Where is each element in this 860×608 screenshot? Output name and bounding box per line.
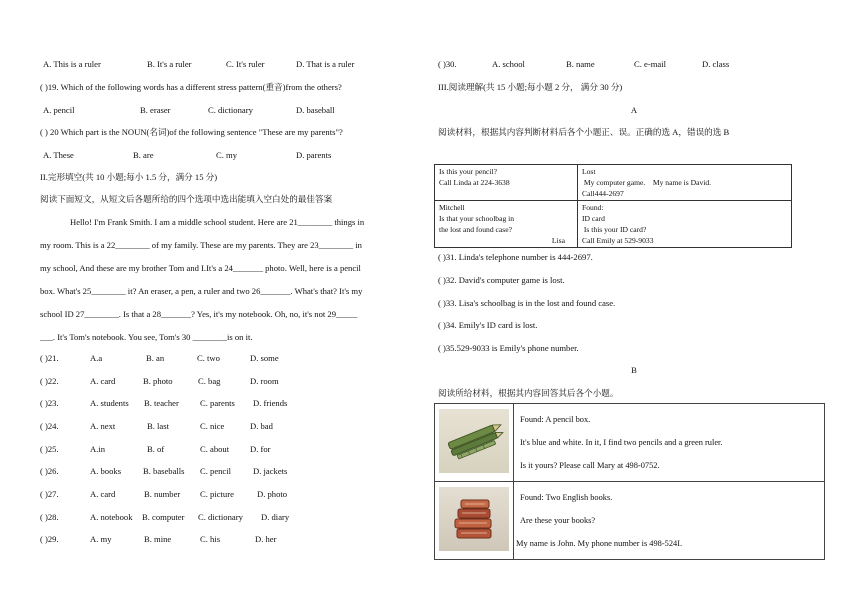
found-pencil-box-line-2: It's blue and white. In it, I find two pencils and a green ruler.	[520, 438, 723, 447]
cloze-q22-option-b[interactable]: B. photo	[143, 376, 173, 386]
cloze-q29-option-c[interactable]: C. his	[200, 534, 221, 544]
cloze-q21-option-d[interactable]: D. some	[250, 353, 279, 363]
notice-lisa	[435, 201, 578, 248]
q20-stem: ( ) 20 Which part is the NOUN(名词)of the following sentence "These are my parents"?	[40, 127, 343, 137]
cloze-q28-option-d[interactable]: D. diary	[261, 512, 290, 522]
notice-board	[434, 164, 792, 248]
cloze-q25-number[interactable]: ( )25.	[40, 444, 59, 454]
cloze-q27-option-a[interactable]: A. card	[90, 489, 116, 499]
judge-q33[interactable]: ( )33. Lisa's schoolbag is in the lost and found case.	[438, 298, 616, 308]
notice-lisa-signature: Lisa	[551, 236, 565, 245]
q18-option-c[interactable]: C. It's ruler	[226, 59, 265, 69]
q19-option-d[interactable]: D. baseball	[296, 105, 335, 115]
books-image	[439, 487, 509, 551]
section3-title: III.阅读理解(共 15 小题;每小题 2 分， 满分 30 分)	[438, 82, 623, 92]
cloze-q23-option-b[interactable]: B. teacher	[144, 398, 179, 408]
notice-lisa-line-1: Mitchell	[439, 203, 465, 212]
q19-stem: ( )19. Which of the following words has a different stress pattern(重音)from the others?	[40, 82, 342, 92]
judge-q35[interactable]: ( )35.529-9033 is Emily's phone number.	[438, 343, 579, 353]
q18-option-d[interactable]: D. That is a ruler	[296, 59, 355, 69]
cloze-q29-option-b[interactable]: B. mine	[144, 534, 172, 544]
cloze-q30-option-c[interactable]: C. e-mail	[634, 59, 666, 69]
q20-option-c[interactable]: C. my	[216, 150, 238, 160]
cloze-q21-number[interactable]: ( )21.	[40, 353, 59, 363]
cloze-q28-option-c[interactable]: C. dictionary	[198, 512, 243, 522]
cloze-q26-number[interactable]: ( )26.	[40, 466, 59, 476]
cloze-q25-option-c[interactable]: C. about	[200, 444, 230, 454]
passage-line-4: box. What's 25________ it? An eraser, a pen, a ruler and two 26_______. What's that? It's my	[40, 286, 363, 296]
cloze-q28-option-a[interactable]: A. notebook	[90, 512, 133, 522]
cloze-q29-option-a[interactable]: A. my	[90, 534, 112, 544]
q19-option-b[interactable]: B. eraser	[140, 105, 171, 115]
q20-option-b[interactable]: B. are	[133, 150, 154, 160]
part-b-heading: B	[631, 365, 637, 375]
q18-option-b[interactable]: B. It's a ruler	[147, 59, 192, 69]
notice-david-line-2: My computer game. My name is David.	[582, 178, 712, 187]
found-pencil-box-text	[514, 404, 825, 482]
passage-line-3: my school, And these are my brother Tom and I.It's a 24_______ photo. Well, here is a pencil	[40, 263, 361, 273]
notice-linda	[435, 165, 578, 201]
cloze-q25-option-a[interactable]: A.in	[90, 444, 106, 454]
cloze-q21-option-a[interactable]: A.a	[90, 353, 103, 363]
notice-emily-line-4: Call Emily at 529-9033	[582, 236, 654, 245]
found-books-line-1: Found: Two English books.	[520, 493, 613, 502]
part-b-instruction: 阅读所给材料，根据其内容回答其后各个小题。	[438, 388, 619, 398]
cloze-q24-option-c[interactable]: C. nice	[200, 421, 225, 431]
cloze-q22-option-d[interactable]: D. room	[250, 376, 279, 386]
cloze-q28-option-b[interactable]: B. computer	[142, 512, 185, 522]
cloze-q24-option-d[interactable]: D. bad	[250, 421, 273, 431]
cloze-q25-option-d[interactable]: D. for	[250, 444, 271, 454]
found-pencil-box-line-3: Is it yours? Please call Mary at 498-0752.	[520, 461, 660, 470]
found-books-image-cell	[435, 482, 514, 560]
cloze-q23-number[interactable]: ( )23.	[40, 398, 59, 408]
cloze-q24-number[interactable]: ( )24.	[40, 421, 59, 431]
cloze-q23-option-c[interactable]: C. parents	[200, 398, 235, 408]
passage-line-1: Hello! I'm Frank Smith. I am a middle school student. Here are 21________ things in	[70, 217, 365, 227]
q20-option-a[interactable]: A. These	[43, 150, 74, 160]
section2-title: II.完形填空(共 10 小题;每小 1.5 分，满分 15 分)	[40, 172, 218, 182]
cloze-q26-option-c[interactable]: C. pencil	[200, 466, 232, 476]
cloze-q29-option-d[interactable]: D. her	[255, 534, 277, 544]
cloze-q28-number[interactable]: ( )28.	[40, 512, 59, 522]
judge-q32[interactable]: ( )32. David's computer game is lost.	[438, 275, 565, 285]
part-a-instruction: 阅读材料，根据其内容判断材料后各个小题正、误。正确的选 A，错误的选 B	[438, 127, 730, 137]
found-notices	[434, 403, 825, 560]
cloze-q27-number[interactable]: ( )27.	[40, 489, 59, 499]
q19-option-a[interactable]: A. pencil	[43, 105, 75, 115]
cloze-q26-option-d[interactable]: D. jackets	[253, 466, 288, 476]
cloze-q21-option-b[interactable]: B. an	[146, 353, 165, 363]
q20-option-d[interactable]: D. parents	[296, 150, 332, 160]
notice-lisa-line-3: the lost and found case?	[439, 225, 512, 234]
cloze-q24-option-b[interactable]: B. last	[147, 421, 169, 431]
notice-david-line-3: Call444-2697	[582, 189, 624, 198]
cloze-q30-number[interactable]: ( )30.	[438, 59, 457, 69]
q18-option-a[interactable]: A. This is a ruler	[43, 59, 101, 69]
notice-emily-line-3: Is this your ID card?	[582, 225, 647, 234]
cloze-q22-option-a[interactable]: A. card	[90, 376, 116, 386]
found-books-line-3: My name is John. My phone number is 498-524I.	[516, 539, 683, 548]
found-pencil-box-image-cell	[435, 404, 514, 482]
pencil-box-icon	[439, 409, 509, 473]
passage-line-6: ___. It's Tom's notebook. You see, Tom's 30 ________is on it.	[40, 332, 253, 342]
cloze-q30-option-a[interactable]: A. school	[492, 59, 525, 69]
notice-linda-line-2: Call Linda at 224-3638	[439, 178, 510, 187]
books-icon	[439, 487, 509, 551]
cloze-q23-option-a[interactable]: A. students	[90, 398, 129, 408]
notice-emily	[578, 201, 792, 248]
part-a-heading: A	[630, 105, 638, 115]
notice-david-line-1: Lost	[582, 167, 596, 176]
pencil-box-image	[439, 409, 509, 473]
cloze-q30-option-b[interactable]: B. name	[566, 59, 595, 69]
notice-emily-line-2: ID card	[582, 214, 605, 223]
section2-instruction: 阅读下面短文，从短文后各题所给的四个选项中选出能填入空白处的最佳答案	[40, 194, 333, 204]
cloze-q21-option-c[interactable]: C. two	[197, 353, 220, 363]
found-books-line-2: Are these your books?	[520, 516, 596, 525]
cloze-q22-number[interactable]: ( )22.	[40, 376, 59, 386]
cloze-q30-option-d[interactable]: D. class	[702, 59, 730, 69]
q19-option-c[interactable]: C. dictionary	[208, 105, 253, 115]
cloze-q23-option-d[interactable]: D. friends	[253, 398, 288, 408]
cloze-q22-option-c[interactable]: C. bag	[198, 376, 221, 386]
notice-lisa-line-2: Is that your schoolbag in	[439, 214, 515, 223]
notice-david	[578, 165, 792, 201]
passage-line-5: school ID 27________. Is that a 28_______? Yes, it's my notebook. Oh, no, it's not 29_____	[40, 309, 358, 319]
cloze-q27-option-c[interactable]: C. picture	[200, 489, 234, 499]
cloze-q26-option-b[interactable]: B. baseballs	[143, 466, 185, 476]
passage-line-2: my room. This is a 22________ of my family. These are my parents. They are 23________ in	[40, 240, 362, 250]
cloze-q27-option-d[interactable]: D. photo	[257, 489, 288, 499]
cloze-q24-option-a[interactable]: A. next	[90, 421, 116, 431]
cloze-q25-option-b[interactable]: B. of	[147, 444, 165, 454]
found-pencil-box-line-1: Found: A pencil box.	[520, 415, 591, 424]
judge-q31[interactable]: ( )31. Linda's telephone number is 444-2697.	[438, 252, 593, 262]
cloze-q27-option-b[interactable]: B. number	[144, 489, 181, 499]
found-books-text	[514, 482, 825, 560]
cloze-q29-number[interactable]: ( )29.	[40, 534, 59, 544]
notice-emily-line-1: Found:	[582, 203, 604, 212]
notice-linda-line-1: Is this your pencil?	[439, 167, 497, 176]
judge-q34[interactable]: ( )34. Emily's ID card is lost.	[438, 320, 538, 330]
cloze-q26-option-a[interactable]: A. books	[90, 466, 122, 476]
